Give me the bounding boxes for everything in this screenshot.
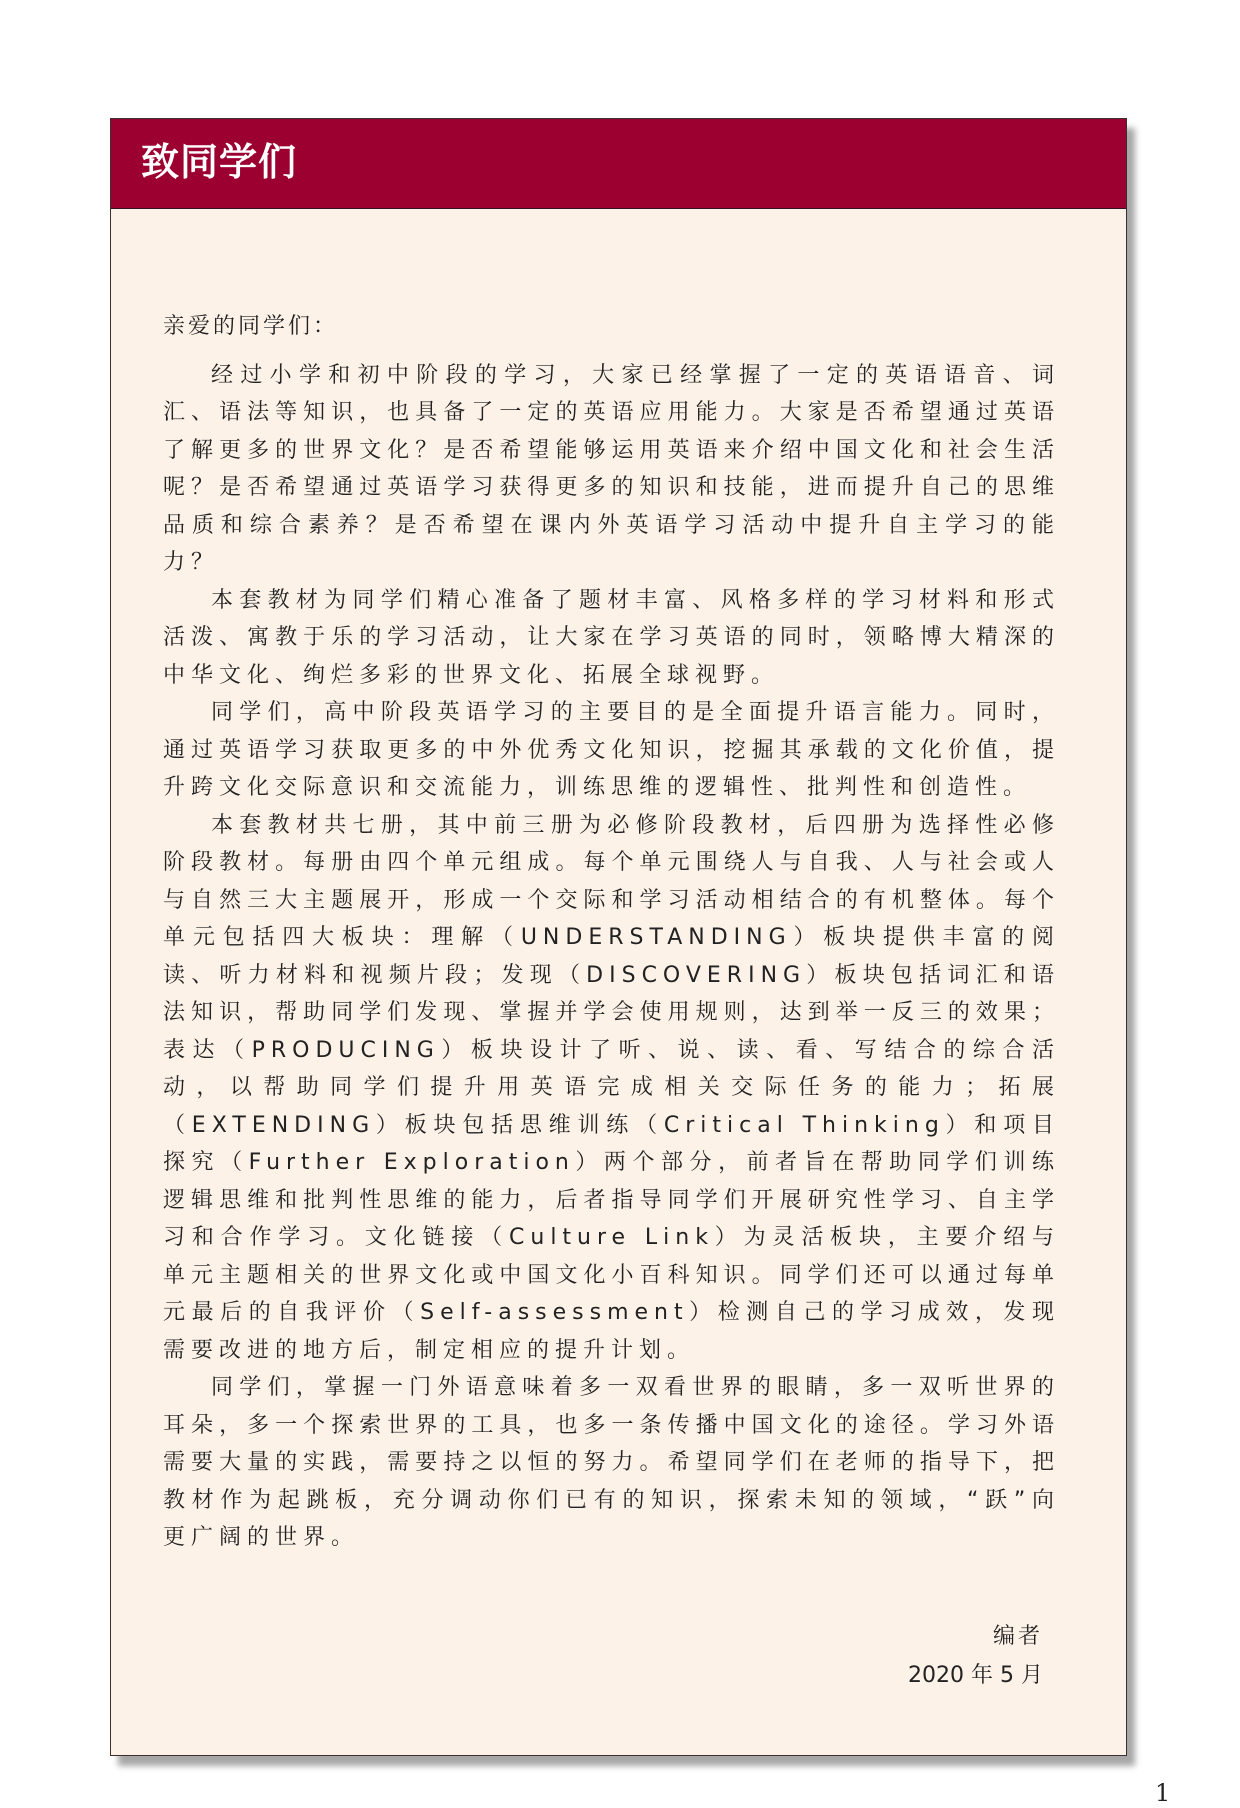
letter-card bbox=[110, 118, 1127, 1756]
paragraph-2: 本套教材为同学们精心准备了题材丰富、风格多样的学习材料和形式活泼、寓教于乐的学习活动，让大家在学习英语的同时，领略博大精深的中华文化、绚烂多彩的世界文化、拓展全球视野。 bbox=[163, 587, 1060, 688]
date: 2020 年 5 月 bbox=[908, 1662, 1043, 1688]
greeting: 亲爱的同学们： bbox=[163, 314, 339, 339]
paragraph-4: 本套教材共七册，其中前三册为必修阶段教材，后四册为选择性必修阶段教材。每册由四个单元组成。每个单元围绕人与自我、人与社会或人与自然三大主题展开，形成一个交际和学习活动相结合的有机整体。每个单元包括四大板块：理解（UNDERSTANDING）板块提供丰富的阅读、听力材料和视频片段；发现（DISCOVERING）板块包括词汇和语法知识，帮助同学们发现、掌握并学会使用规则，达到举一反三的效果；表达（PRODUCING）板块设计了听、说、读、看、写结合的综合活动，以帮助同学们提升用英语完成相关交际任务的能力；拓展（EXTENDING）板块包括思维训练（Critical Thinking）和项目探究（Further Exploration）两个部分，前者旨在帮助同学们训练逻辑思维和批判性思维的能力，后者指导同学们开展研究性学习、自主学习和合作学习。文化链接（Culture Link）为灵活板块，主要介绍与单元主题相关的世界文化或中国文化小百科知识。同学们还可以通过每单元最后的自我评价（Self-assessment）检测自己的学习成效，发现需要改进的地方后，制定相应的提升计划。 bbox=[163, 812, 1060, 1363]
page-title: 致同学们 bbox=[141, 139, 298, 184]
title-banner bbox=[111, 119, 1126, 209]
paragraph-1: 经过小学和初中阶段的学习，大家已经掌握了一定的英语语音、词汇、语法等知识，也具备了一定的英语应用能力。大家是否希望通过英语了解更多的世界文化？是否希望能够运用英语来介绍中国文化和社会生活呢？是否希望通过英语学习获得更多的知识和技能，进而提升自己的思维品质和综合素养？是否希望在课内外英语学习活动中提升自主学习的能力？ bbox=[163, 362, 1060, 575]
signature-block bbox=[111, 1617, 1043, 1695]
letter-body bbox=[163, 308, 1060, 1557]
page-number: 1 bbox=[1155, 1778, 1171, 1807]
paragraph-3: 同学们，高中阶段英语学习的主要目的是全面提升语言能力。同时，通过英语学习获取更多的中外优秀文化知识，挖掘其承载的文化价值，提升跨文化交际意识和交流能力，训练思维的逻辑性、批判性和创造性。 bbox=[163, 700, 1060, 800]
signature: 编者 bbox=[992, 1623, 1043, 1649]
page-wrapper bbox=[110, 118, 1170, 1808]
paragraph-5: 同学们，掌握一门外语意味着多一双看世界的眼睛，多一双听世界的耳朵，多一个探索世界的工具，也多一条传播中国文化的途径。学习外语需要大量的实践，需要持之以恒的努力。希望同学们在老师的指导下，把教材作为起跳板，充分调动你们已有的知识，探索未知的领域，“跃”向更广阔的世界。 bbox=[163, 1375, 1060, 1550]
